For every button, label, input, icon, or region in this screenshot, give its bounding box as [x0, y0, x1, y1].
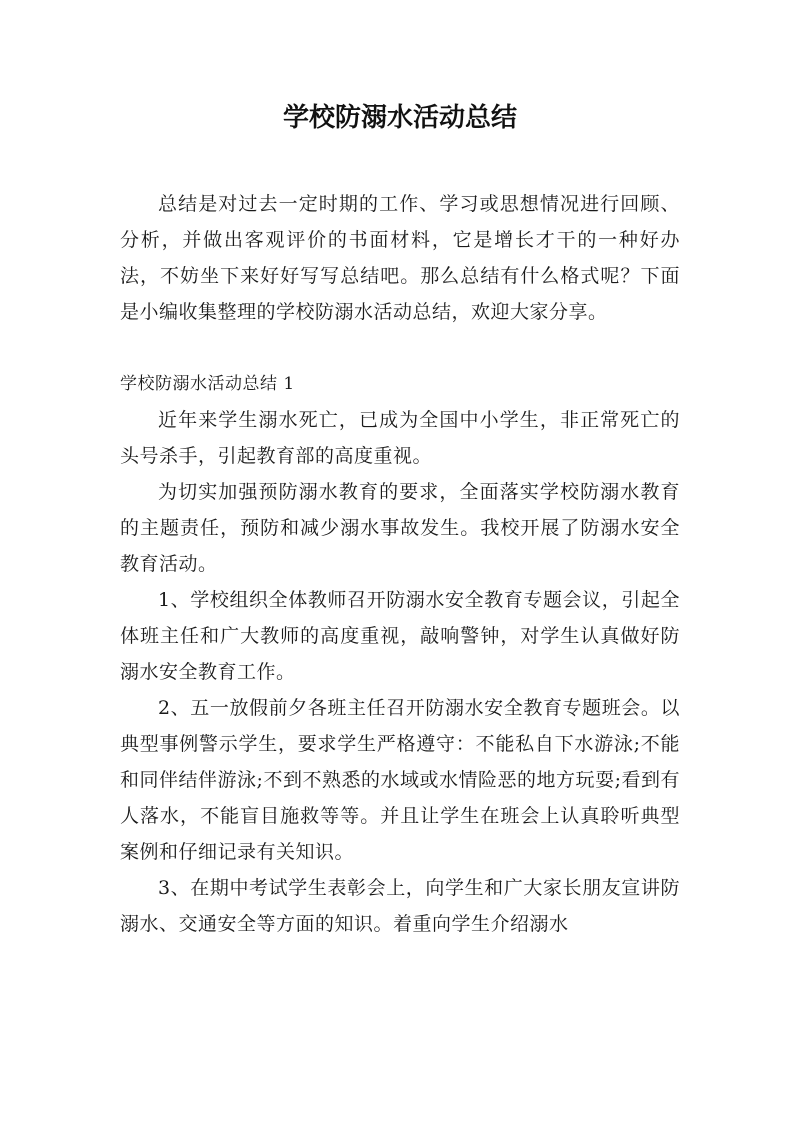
body-paragraph: 近年来学生溺水死亡，已成为全国中小学生，非正常死亡的头号杀手，引起教育部的高度重视。 [120, 409, 680, 467]
body-paragraph: 2、五一放假前夕各班主任召开防溺水安全教育专题班会。以典型事例警示学生，要求学生严格遵守：不能私自下水游泳;不能和同伴结伴游泳;不到不熟悉的水域或水情险恶的地方玩耍;看到有人落水，不能盲目施救等等。并且让学生在班会上认真聆听典型案例和仔细记录有关知识。 [120, 697, 680, 863]
document-title: 学校防溺水活动总结 [282, 103, 517, 133]
body-paragraph: 1、学校组织全体教师召开防溺水安全教育专题会议，引起全体班主任和广大教师的高度重视，敲响警钟，对学生认真做好防溺水安全教育工作。 [120, 589, 680, 683]
section-heading: 学校防溺水活动总结 1 [120, 374, 295, 394]
body-paragraph: 为切实加强预防溺水教育的要求，全面落实学校防溺水教育的主题责任，预防和减少溺水事故发生。我校开展了防溺水安全教育活动。 [120, 481, 680, 575]
document-body [120, 186, 680, 942]
intro-paragraph: 总结是对过去一定时期的工作、学习或思想情况进行回顾、分析，并做出客观评价的书面材料，它是增长才干的一种好办法，不妨坐下来好好写写总结吧。那么总结有什么格式呢？下面是小编收集整理的学校防溺水活动总结，欢迎大家分享。 [120, 193, 680, 323]
body-paragraph: 3、在期中考试学生表彰会上，向学生和广大家长朋友宣讲防溺水、交通安全等方面的知识。着重向学生介绍溺水 [120, 877, 680, 935]
